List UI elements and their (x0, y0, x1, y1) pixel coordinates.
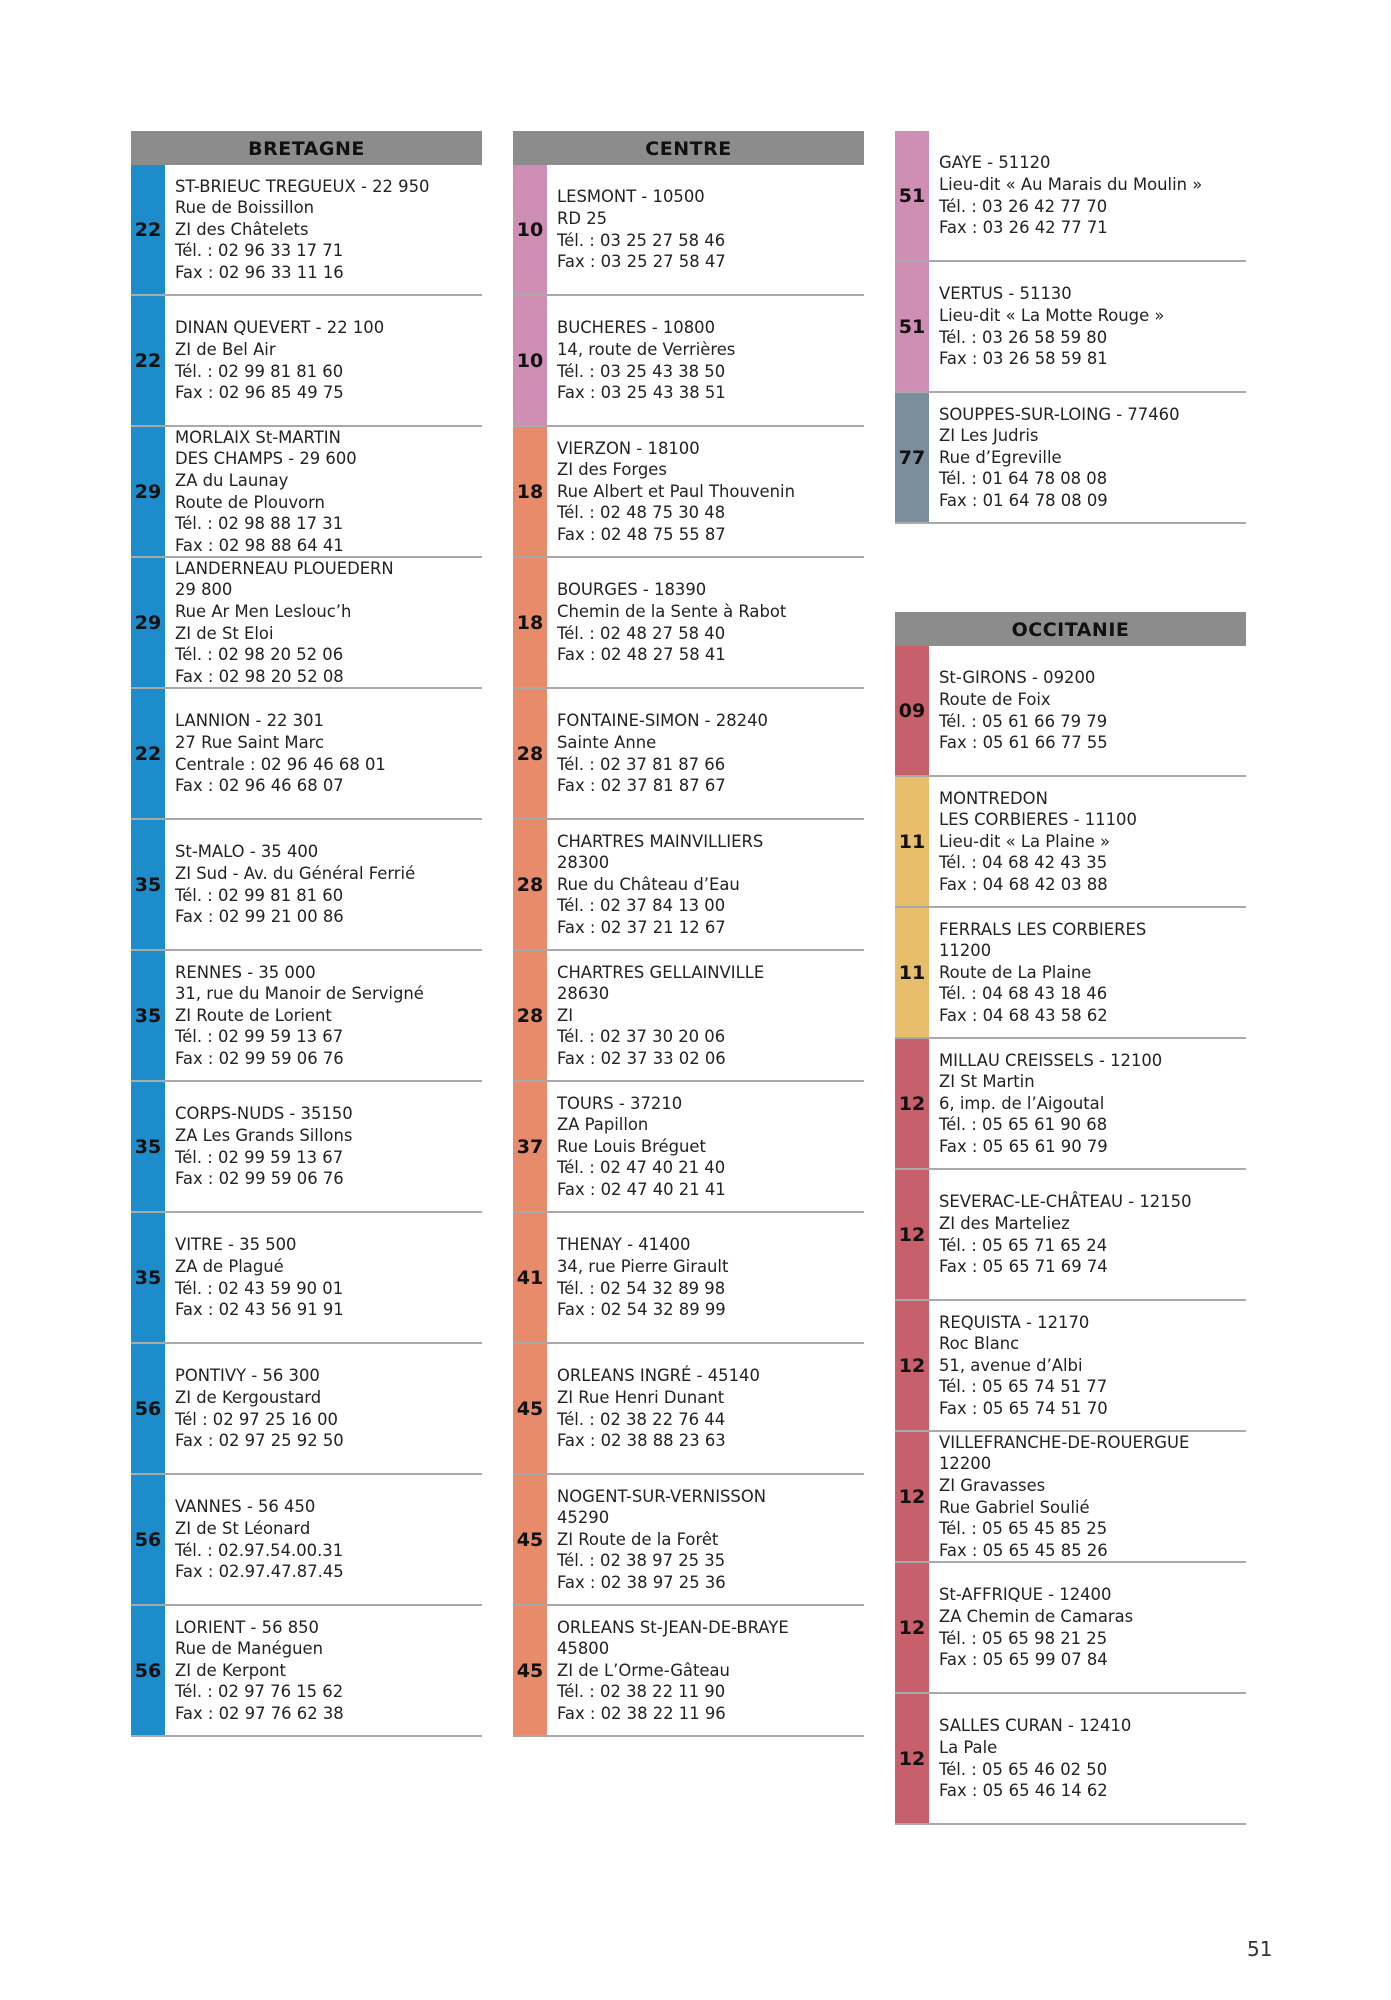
agency-line: Lieu-dit « La Plaine » (939, 831, 1111, 851)
department-code: 12 (895, 1170, 929, 1299)
department-code: 18 (513, 558, 547, 687)
agency-details (547, 951, 764, 1080)
agency-line: Rue Gabriel Soulié (939, 1497, 1090, 1517)
agency-entry (513, 1344, 864, 1475)
agency-entry (513, 689, 864, 820)
region-header: CENTRE (513, 131, 864, 165)
agency-line: 31, rue du Manoir de Servigné (175, 984, 424, 1004)
agency-details (165, 1213, 344, 1342)
agency-line: ZI de L’Orme-Gâteau (557, 1660, 730, 1680)
agency-entry (513, 1606, 864, 1737)
agency-name: VANNES - 56 450 (175, 1497, 316, 1517)
agency-line: Sainte Anne (557, 732, 657, 752)
agency-entry (895, 131, 1246, 262)
agency-name: ORLEANS INGRÉ - 45140 (557, 1366, 760, 1386)
agency-line: Fax : 02.97.47.87.45 (175, 1562, 344, 1582)
agency-entry (895, 1301, 1246, 1432)
department-code: 12 (895, 1432, 929, 1561)
agency-line: RD 25 (557, 208, 608, 228)
agency-line: Route de Foix (939, 689, 1051, 709)
agency-entry (513, 165, 864, 296)
agency-details (165, 951, 424, 1080)
agency-line: Fax : 03 26 42 77 71 (939, 218, 1108, 238)
agency-details (165, 558, 394, 687)
department-code: 56 (131, 1344, 165, 1473)
agency-line: Tél. : 03 26 58 59 80 (939, 327, 1108, 347)
agency-line: Fax : 02 99 59 06 76 (175, 1048, 344, 1068)
agency-line: Fax : 03 26 58 59 81 (939, 349, 1108, 369)
agency-line: Tél. : 02 37 84 13 00 (557, 896, 726, 916)
department-code: 10 (513, 296, 547, 425)
agency-line: Fax : 03 25 27 58 47 (557, 252, 726, 272)
agency-line: Tél. : 02 37 30 20 06 (557, 1027, 726, 1047)
agency-entry (895, 1170, 1246, 1301)
agency-name: VERTUS - 51130 (939, 284, 1072, 304)
agency-line: Rue Ar Men Leslouc’h (175, 601, 352, 621)
agency-line: Roc Blanc (939, 1334, 1020, 1354)
department-code: 45 (513, 1475, 547, 1604)
agency-details (165, 820, 415, 949)
agency-line: 28300 (557, 853, 610, 873)
agency-line: ZI (557, 1005, 574, 1025)
agency-entry (895, 393, 1246, 524)
agency-line: Tél. : 03 26 42 77 70 (939, 196, 1108, 216)
agency-line: LES CORBIERES - 11100 (939, 810, 1137, 830)
agency-name: VITRE - 35 500 (175, 1235, 297, 1255)
agency-line: Tél. : 02 38 97 25 35 (557, 1551, 726, 1571)
department-code: 12 (895, 1039, 929, 1168)
department-code: 29 (131, 427, 165, 556)
agency-details (165, 296, 384, 425)
agency-entry (131, 689, 482, 820)
agency-name: CHARTRES MAINVILLIERS (557, 831, 764, 851)
agency-name: MORLAIX St-MARTIN (175, 427, 341, 447)
agency-line: ZI de Kerpont (175, 1660, 286, 1680)
agency-line: Fax : 02 97 25 92 50 (175, 1431, 344, 1451)
agency-entry (131, 1213, 482, 1344)
agency-line: Fax : 02 38 88 23 63 (557, 1431, 726, 1451)
agency-name: LANNION - 22 301 (175, 711, 324, 731)
agency-entry (131, 558, 482, 689)
department-code: 35 (131, 1082, 165, 1211)
agency-line: Fax : 04 68 43 58 62 (939, 1005, 1108, 1025)
agency-details (165, 1344, 344, 1473)
agency-entry (131, 1082, 482, 1213)
agency-entry (513, 951, 864, 1082)
agency-details (547, 820, 763, 949)
department-code: 56 (131, 1606, 165, 1735)
department-code: 28 (513, 820, 547, 949)
agency-line: 45290 (557, 1508, 610, 1528)
agency-details (547, 558, 786, 687)
agency-line: Fax : 01 64 78 08 09 (939, 490, 1108, 510)
region-header: OCCITANIE (895, 612, 1246, 646)
agency-entry (131, 1475, 482, 1606)
agency-entry (895, 777, 1246, 908)
agency-details (547, 1213, 728, 1342)
agency-line: Tél. : 02 99 59 13 67 (175, 1027, 344, 1047)
agency-details (929, 1301, 1108, 1430)
agency-line: Tél. : 02 98 88 17 31 (175, 514, 344, 534)
department-code: 51 (895, 262, 929, 391)
department-code: 12 (895, 1301, 929, 1430)
agency-line: Tél. : 02 54 32 89 98 (557, 1278, 726, 1298)
agency-line: Rue Albert et Paul Thouvenin (557, 481, 795, 501)
agency-entry (895, 1432, 1246, 1563)
agency-line: Tél. : 02 48 27 58 40 (557, 623, 726, 643)
agency-line: 6, imp. de l’Aigoutal (939, 1093, 1105, 1113)
page-number: 51 (1247, 1937, 1273, 1961)
agency-line: 29 800 (175, 580, 233, 600)
agency-entry (895, 646, 1246, 777)
agency-line: ZA de Plagué (175, 1256, 284, 1276)
agency-line: 27 Rue Saint Marc (175, 732, 325, 752)
department-code: 28 (513, 951, 547, 1080)
entry-list (895, 131, 1246, 524)
department-code: 29 (131, 558, 165, 687)
agency-line: Tél. : 01 64 78 08 08 (939, 469, 1108, 489)
department-code: 12 (895, 1694, 929, 1823)
agency-name: MONTREDON (939, 788, 1048, 808)
agency-line: Fax : 02 99 59 06 76 (175, 1169, 344, 1189)
agency-details (165, 1606, 344, 1735)
agency-line: Fax : 02 54 32 89 99 (557, 1300, 726, 1320)
agency-line: Route de Plouvorn (175, 492, 325, 512)
agency-line: Rue de Boissillon (175, 198, 315, 218)
agency-name: GAYE - 51120 (939, 153, 1051, 173)
agency-entry (513, 427, 864, 558)
agency-name: SALLES CURAN - 12410 (939, 1716, 1132, 1736)
agency-entry (131, 1606, 482, 1737)
agency-details (929, 131, 1202, 260)
agency-entry (131, 820, 482, 951)
agency-line: Fax : 02 99 21 00 86 (175, 907, 344, 927)
agency-line: ZI Route de la Forêt (557, 1529, 719, 1549)
agency-line: ZA Papillon (557, 1115, 649, 1135)
column-centre (513, 131, 864, 1737)
agency-line: Fax : 05 65 61 90 79 (939, 1136, 1108, 1156)
agency-line: Tél. : 05 65 46 02 50 (939, 1759, 1108, 1779)
agency-line: Rue Louis Bréguet (557, 1136, 706, 1156)
agency-name: BOURGES - 18390 (557, 580, 707, 600)
region-header: BRETAGNE (131, 131, 482, 165)
agency-details (547, 165, 726, 294)
department-code: 28 (513, 689, 547, 818)
agency-entry (513, 1475, 864, 1606)
agency-name: St-AFFRIQUE - 12400 (939, 1585, 1112, 1605)
agency-details (165, 165, 429, 294)
agency-details (929, 908, 1146, 1037)
agency-line: Tél. : 03 25 27 58 46 (557, 230, 726, 250)
agency-entry (513, 296, 864, 427)
agency-line: Tél. : 02 48 75 30 48 (557, 503, 726, 523)
agency-entry (895, 1039, 1246, 1170)
agency-line: Tél. : 02 99 81 81 60 (175, 885, 344, 905)
department-code: 22 (131, 296, 165, 425)
agency-details (547, 1475, 766, 1604)
agency-line: Rue d’Egreville (939, 447, 1062, 467)
department-code: 12 (895, 1563, 929, 1692)
agency-entry (131, 951, 482, 1082)
agency-line: Fax : 02 38 22 11 96 (557, 1703, 726, 1723)
department-code: 18 (513, 427, 547, 556)
agency-entry (131, 427, 482, 558)
agency-line: Tél. : 02 47 40 21 40 (557, 1158, 726, 1178)
department-code: 35 (131, 1213, 165, 1342)
agency-line: Lieu-dit « Au Marais du Moulin » (939, 174, 1203, 194)
agency-name: CHARTRES GELLAINVILLE (557, 962, 765, 982)
department-code: 51 (895, 131, 929, 260)
agency-entry (131, 1344, 482, 1475)
agency-line: 28630 (557, 984, 610, 1004)
agency-name: SEVERAC-LE-CHÂTEAU - 12150 (939, 1192, 1192, 1212)
agency-line: Tél. : 05 65 61 90 68 (939, 1115, 1108, 1135)
agency-entry (895, 1563, 1246, 1694)
agency-line: Fax : 02 38 97 25 36 (557, 1572, 726, 1592)
agency-line: Tél. : 05 65 45 85 25 (939, 1519, 1108, 1539)
agency-line: 14, route de Verrières (557, 339, 736, 359)
agency-line: 11200 (939, 941, 992, 961)
entry-list (131, 165, 482, 1737)
agency-line: Fax : 05 65 46 14 62 (939, 1781, 1108, 1801)
department-code: 37 (513, 1082, 547, 1211)
agency-details (165, 1082, 353, 1211)
agency-line: Fax : 02 37 21 12 67 (557, 917, 726, 937)
agency-line: DES CHAMPS - 29 600 (175, 449, 357, 469)
agency-line: Fax : 05 65 99 07 84 (939, 1650, 1108, 1670)
agency-line: Tél. : 02 96 33 17 71 (175, 241, 344, 261)
agency-line: ZI de Kergoustard (175, 1387, 322, 1407)
agency-line: Tél. : 02 98 20 52 06 (175, 645, 344, 665)
agency-line: Fax : 02 98 20 52 08 (175, 666, 344, 686)
agency-line: ZA du Launay (175, 470, 289, 490)
agency-entry (131, 165, 482, 296)
agency-line: Tél. : 02 37 81 87 66 (557, 754, 726, 774)
agency-name: BUCHERES - 10800 (557, 318, 715, 338)
agency-line: Tél. : 02 99 81 81 60 (175, 361, 344, 381)
agency-details (165, 427, 357, 556)
agency-line: Rue du Château d’Eau (557, 874, 740, 894)
agency-line: Fax : 02 48 27 58 41 (557, 645, 726, 665)
agency-name: THENAY - 41400 (557, 1235, 691, 1255)
agency-details (165, 689, 386, 818)
agency-line: 12200 (939, 1454, 992, 1474)
agency-line: ZI Route de Lorient (175, 1005, 332, 1025)
agency-line: ZI de Bel Air (175, 339, 276, 359)
agency-line: Fax : 04 68 42 03 88 (939, 874, 1108, 894)
agency-line: ZI de St Léonard (175, 1518, 311, 1538)
agency-line: Fax : 03 25 43 38 51 (557, 383, 726, 403)
agency-name: SOUPPES-SUR-LOING - 77460 (939, 404, 1180, 424)
agency-line: ZA Les Grands Sillons (175, 1125, 353, 1145)
agency-details (929, 1039, 1162, 1168)
agency-name: TOURS - 37210 (557, 1093, 683, 1113)
agency-details (547, 1082, 726, 1211)
agency-entry (895, 262, 1246, 393)
agency-line: ZI Sud - Av. du Général Ferrié (175, 863, 416, 883)
agency-name: FERRALS LES CORBIERES (939, 919, 1147, 939)
agency-line: ZI des Forges (557, 460, 667, 480)
agency-line: ZI des Châtelets (175, 219, 309, 239)
department-code: 11 (895, 908, 929, 1037)
agency-name: CORPS-NUDS - 35150 (175, 1104, 353, 1124)
department-code: 22 (131, 689, 165, 818)
agency-details (929, 1563, 1133, 1692)
agency-line: Fax : 02 97 76 62 38 (175, 1703, 344, 1723)
agency-line: Chemin de la Sente à Rabot (557, 601, 787, 621)
agency-line: Fax : 05 61 66 77 55 (939, 733, 1108, 753)
agency-details (547, 1606, 789, 1735)
agency-line: 34, rue Pierre Girault (557, 1256, 729, 1276)
agency-line: Tél. : 02 99 59 13 67 (175, 1147, 344, 1167)
agency-line: Fax : 02 96 46 68 07 (175, 776, 344, 796)
agency-line: Fax : 02 37 81 87 67 (557, 776, 726, 796)
agency-line: ZI de St Eloi (175, 623, 274, 643)
agency-name: St-GIRONS - 09200 (939, 668, 1096, 688)
agency-line: Fax : 02 43 56 91 91 (175, 1300, 344, 1320)
agency-details (929, 1432, 1189, 1561)
department-code: 56 (131, 1475, 165, 1604)
agency-name: LORIENT - 56 850 (175, 1617, 319, 1637)
department-code: 35 (131, 820, 165, 949)
agency-line: Tél. : 03 25 43 38 50 (557, 361, 726, 381)
agency-entry (895, 1694, 1246, 1825)
agency-name: DINAN QUEVERT - 22 100 (175, 318, 385, 338)
agency-details (929, 393, 1180, 522)
agency-line: ZI Les Judris (939, 426, 1039, 446)
agency-line: Fax : 05 65 74 51 70 (939, 1398, 1108, 1418)
agency-details (165, 1475, 344, 1604)
agency-line: ZA Chemin de Camaras (939, 1606, 1134, 1626)
column-occitanie (895, 612, 1246, 1825)
department-code: 10 (513, 165, 547, 294)
agency-line: Tél. : 02 43 59 90 01 (175, 1278, 344, 1298)
agency-details (929, 1694, 1131, 1823)
agency-details (929, 646, 1108, 775)
column-grand-est (895, 131, 1246, 524)
agency-line: Fax : 05 65 45 85 26 (939, 1540, 1108, 1560)
department-code: 09 (895, 646, 929, 775)
agency-line: Centrale : 02 96 46 68 01 (175, 754, 386, 774)
agency-line: 51, avenue d’Albi (939, 1355, 1083, 1375)
agency-line: Tél. : 02 38 22 11 90 (557, 1682, 726, 1702)
agency-line: Lieu-dit « La Motte Rouge » (939, 305, 1165, 325)
agency-line: La Pale (939, 1737, 998, 1757)
entry-list (513, 165, 864, 1737)
agency-name: PONTIVY - 56 300 (175, 1366, 320, 1386)
agency-name: ST-BRIEUC TREGUEUX - 22 950 (175, 176, 430, 196)
department-code: 77 (895, 393, 929, 522)
agency-line: Fax : 02 96 85 49 75 (175, 383, 344, 403)
department-code: 11 (895, 777, 929, 906)
agency-line: ZI Rue Henri Dunant (557, 1387, 725, 1407)
agency-name: LESMONT - 10500 (557, 187, 705, 207)
agency-line: Tél. : 05 65 98 21 25 (939, 1628, 1108, 1648)
agency-line: Fax : 02 48 75 55 87 (557, 524, 726, 544)
column-bretagne (131, 131, 482, 1737)
agency-line: Tél. : 02 97 76 15 62 (175, 1682, 344, 1702)
agency-line: Fax : 05 65 71 69 74 (939, 1257, 1108, 1277)
agency-line: Rue de Manéguen (175, 1639, 323, 1659)
agency-details (929, 1170, 1192, 1299)
agency-line: Tél. : 05 65 71 65 24 (939, 1235, 1108, 1255)
agency-name: MILLAU CREISSELS - 12100 (939, 1050, 1163, 1070)
department-code: 22 (131, 165, 165, 294)
agency-entry (513, 558, 864, 689)
agency-line: Fax : 02 47 40 21 41 (557, 1179, 726, 1199)
department-code: 41 (513, 1213, 547, 1342)
agency-details (929, 262, 1164, 391)
agency-line: Route de La Plaine (939, 962, 1092, 982)
agency-line: ZI des Marteliez (939, 1213, 1070, 1233)
agency-name: RENNES - 35 000 (175, 962, 316, 982)
agency-line: Tél. : 05 61 66 79 79 (939, 711, 1108, 731)
agency-name: REQUISTA - 12170 (939, 1312, 1090, 1332)
agency-line: Tél. : 04 68 42 43 35 (939, 853, 1108, 873)
agency-details (547, 1344, 760, 1473)
agency-name: VILLEFRANCHE-DE-ROUERGUE (939, 1432, 1190, 1452)
agency-name: St-MALO - 35 400 (175, 842, 319, 862)
agency-entry (513, 1213, 864, 1344)
agency-name: FONTAINE-SIMON - 28240 (557, 711, 768, 731)
department-code: 45 (513, 1606, 547, 1735)
agency-details (547, 296, 735, 425)
agency-entry (513, 820, 864, 951)
agency-entry (513, 1082, 864, 1213)
agency-entry (895, 908, 1246, 1039)
agency-name: NOGENT-SUR-VERNISSON (557, 1486, 767, 1506)
department-code: 35 (131, 951, 165, 1080)
entry-list (895, 646, 1246, 1825)
agency-details (547, 427, 795, 556)
agency-line: Fax : 02 98 88 64 41 (175, 535, 344, 555)
department-code: 45 (513, 1344, 547, 1473)
agency-line: Tél. : 02 38 22 76 44 (557, 1409, 726, 1429)
agency-line: Tél. : 05 65 74 51 77 (939, 1377, 1108, 1397)
agency-name: ORLEANS St-JEAN-DE-BRAYE (557, 1617, 789, 1637)
agency-details (929, 777, 1137, 906)
agency-line: Tél : 02 97 25 16 00 (175, 1409, 338, 1429)
agency-line: Fax : 02 37 33 02 06 (557, 1048, 726, 1068)
agency-line: Fax : 02 96 33 11 16 (175, 262, 344, 282)
agency-line: ZI Gravasses (939, 1475, 1046, 1495)
agency-line: Tél. : 02.97.54.00.31 (175, 1540, 344, 1560)
agency-line: 45800 (557, 1639, 610, 1659)
agency-name: VIERZON - 18100 (557, 438, 700, 458)
agency-entry (131, 296, 482, 427)
agency-line: ZI St Martin (939, 1072, 1035, 1092)
agency-name: LANDERNEAU PLOUEDERN (175, 558, 394, 578)
agency-line: Tél. : 04 68 43 18 46 (939, 984, 1108, 1004)
agency-details (547, 689, 768, 818)
